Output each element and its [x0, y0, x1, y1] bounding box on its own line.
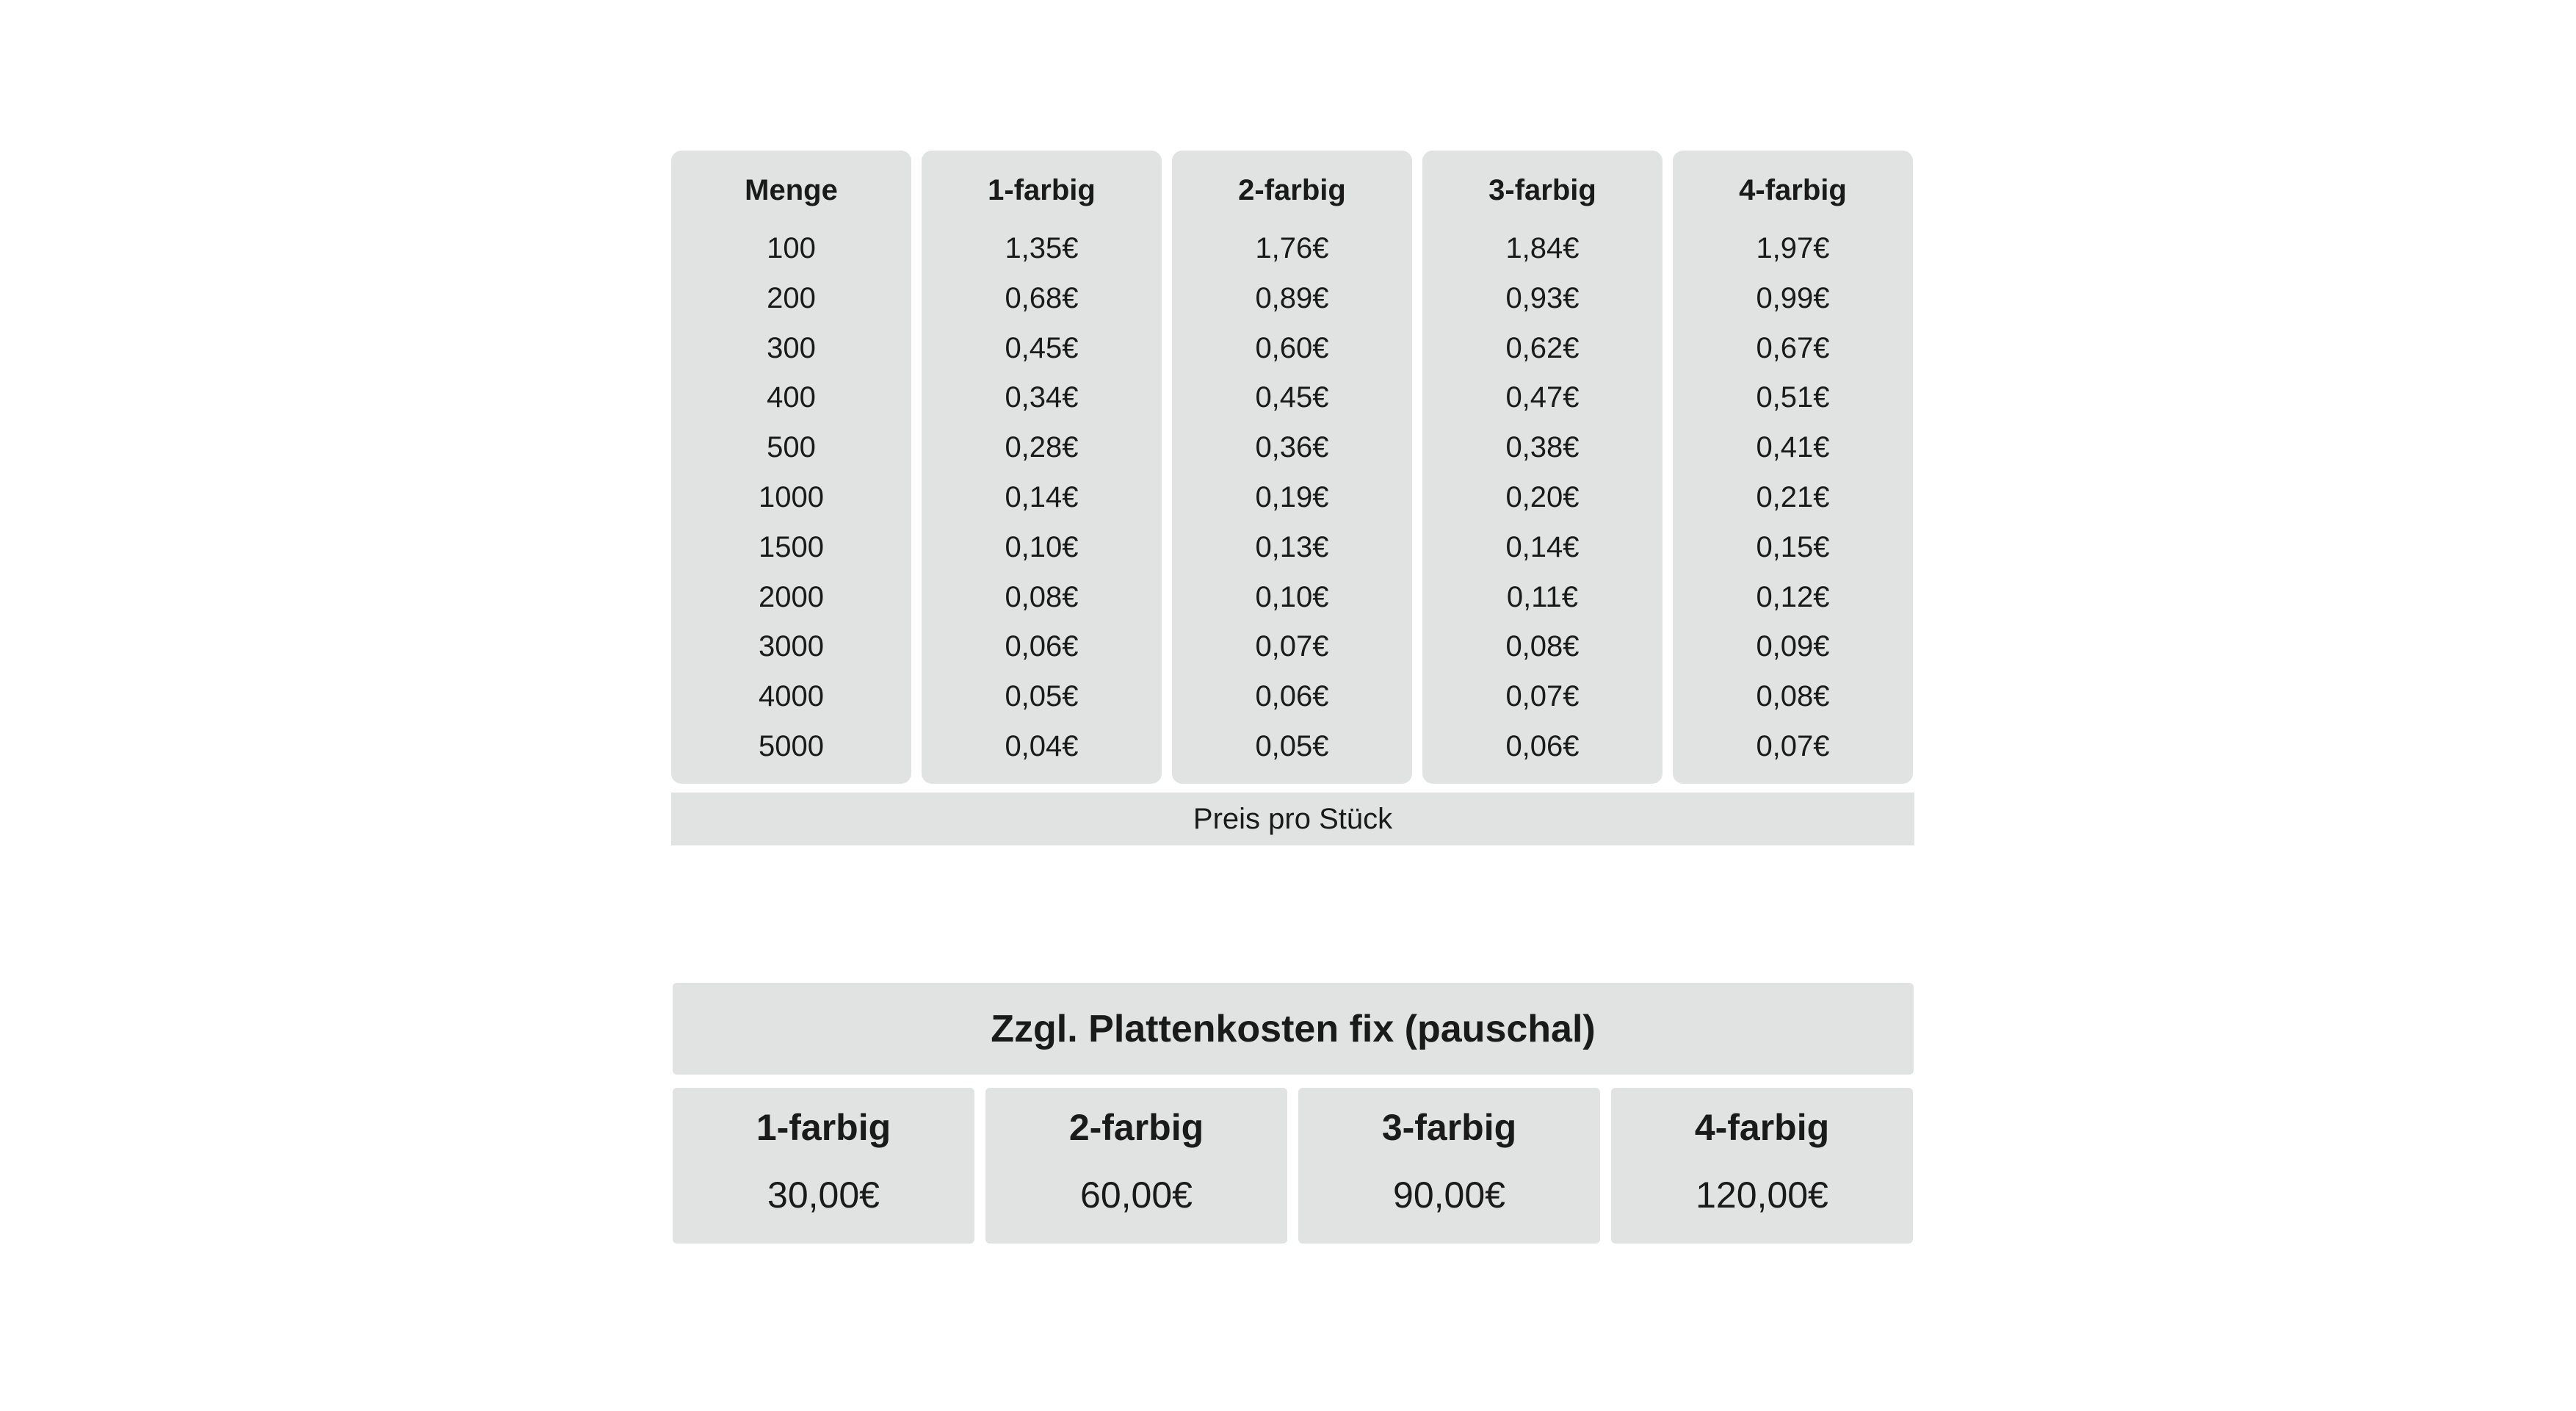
price-cell: 0,51€ [1756, 381, 1830, 414]
price-cell: 0,45€ [1005, 331, 1079, 364]
quantity-cell: 1000 [759, 480, 824, 513]
price-cell: 0,08€ [1505, 630, 1580, 663]
price-cell: 0,99€ [1756, 281, 1830, 314]
plate-cost-price: 30,00€ [767, 1174, 880, 1216]
price-cell: 0,60€ [1255, 331, 1329, 364]
plate-cost-label: 2-farbig [1068, 1107, 1204, 1148]
column-header: 2-farbig [1238, 174, 1346, 206]
price-cell: 1,84€ [1505, 232, 1580, 264]
plate-cost-label: 1-farbig [756, 1107, 891, 1148]
plate-cost-card [1298, 1088, 1600, 1244]
price-cell: 0,28€ [1005, 431, 1079, 464]
price-cell: 0,21€ [1756, 480, 1830, 513]
plate-cost-price: 90,00€ [1393, 1174, 1505, 1216]
column-1-farbig [922, 151, 1162, 784]
column-2-farbig [1172, 151, 1412, 784]
plate-cost-price: 120,00€ [1696, 1174, 1828, 1216]
plate-cost-label: 4-farbig [1694, 1107, 1830, 1148]
price-cell: 0,09€ [1756, 630, 1830, 663]
plate-cost-card [985, 1088, 1287, 1244]
quantity-cell: 200 [767, 281, 816, 314]
quantity-cell: 2000 [759, 580, 824, 613]
price-cell: 1,97€ [1756, 232, 1830, 264]
unit-price-footer: Preis pro Stück [671, 793, 1914, 845]
price-cell: 0,93€ [1505, 281, 1580, 314]
price-cell: 0,04€ [1005, 729, 1079, 762]
column-3-farbig [1422, 151, 1663, 784]
price-cell: 0,10€ [1255, 580, 1329, 613]
price-cell: 0,38€ [1505, 431, 1580, 464]
price-cell: 0,08€ [1756, 680, 1830, 713]
plate-costs-section [673, 983, 1914, 1244]
price-cell: 0,12€ [1756, 580, 1830, 613]
price-cell: 0,14€ [1505, 530, 1580, 563]
quantity-cell: 4000 [759, 680, 824, 713]
price-cell: 0,45€ [1255, 381, 1329, 414]
price-cell: 0,07€ [1505, 680, 1580, 713]
price-cell: 0,47€ [1505, 381, 1580, 414]
plate-cost-card [673, 1088, 974, 1244]
column-header: Menge [745, 174, 838, 206]
price-cell: 0,41€ [1756, 431, 1830, 464]
price-cell: 0,07€ [1255, 630, 1329, 663]
price-cell: 0,19€ [1255, 480, 1329, 513]
plate-cost-card [1611, 1088, 1913, 1244]
price-cell: 0,07€ [1756, 729, 1830, 762]
quantity-cell: 100 [767, 232, 816, 264]
quantity-cell: 1500 [759, 530, 824, 563]
price-cell: 0,06€ [1005, 630, 1079, 663]
column-menge [671, 151, 911, 784]
plate-cost-price: 60,00€ [1080, 1174, 1193, 1216]
price-cell: 1,76€ [1255, 232, 1329, 264]
price-cell: 0,05€ [1005, 680, 1079, 713]
price-cell: 0,68€ [1005, 281, 1079, 314]
plate-cost-label: 3-farbig [1381, 1107, 1517, 1148]
price-cell: 0,67€ [1756, 331, 1830, 364]
column-header: 3-farbig [1488, 174, 1596, 206]
price-cell: 0,14€ [1005, 480, 1079, 513]
price-cell: 0,06€ [1255, 680, 1329, 713]
price-cell: 0,06€ [1505, 729, 1580, 762]
price-columns [671, 151, 1914, 784]
plate-costs-grid [673, 1088, 1914, 1244]
quantity-cell: 400 [767, 381, 816, 414]
quantity-cell: 3000 [759, 630, 824, 663]
column-header: 4-farbig [1739, 174, 1847, 206]
price-table [671, 151, 1914, 845]
price-cell: 0,05€ [1255, 729, 1329, 762]
price-cell: 0,89€ [1255, 281, 1329, 314]
price-cell: 0,11€ [1506, 580, 1579, 613]
price-cell: 0,13€ [1255, 530, 1329, 563]
plate-costs-title: Zzgl. Plattenkosten fix (pauschal) [673, 983, 1914, 1075]
price-cell: 0,62€ [1505, 331, 1580, 364]
quantity-cell: 500 [767, 431, 816, 464]
price-cell: 0,08€ [1005, 580, 1079, 613]
column-4-farbig [1673, 151, 1913, 784]
quantity-cell: 5000 [759, 729, 824, 762]
price-cell: 0,20€ [1505, 480, 1580, 513]
price-cell: 0,15€ [1756, 530, 1830, 563]
price-cell: 0,10€ [1005, 530, 1079, 563]
price-cell: 0,34€ [1005, 381, 1079, 414]
price-cell: 0,36€ [1255, 431, 1329, 464]
price-cell: 1,35€ [1005, 232, 1079, 264]
column-header: 1-farbig [988, 174, 1096, 206]
quantity-cell: 300 [767, 331, 816, 364]
